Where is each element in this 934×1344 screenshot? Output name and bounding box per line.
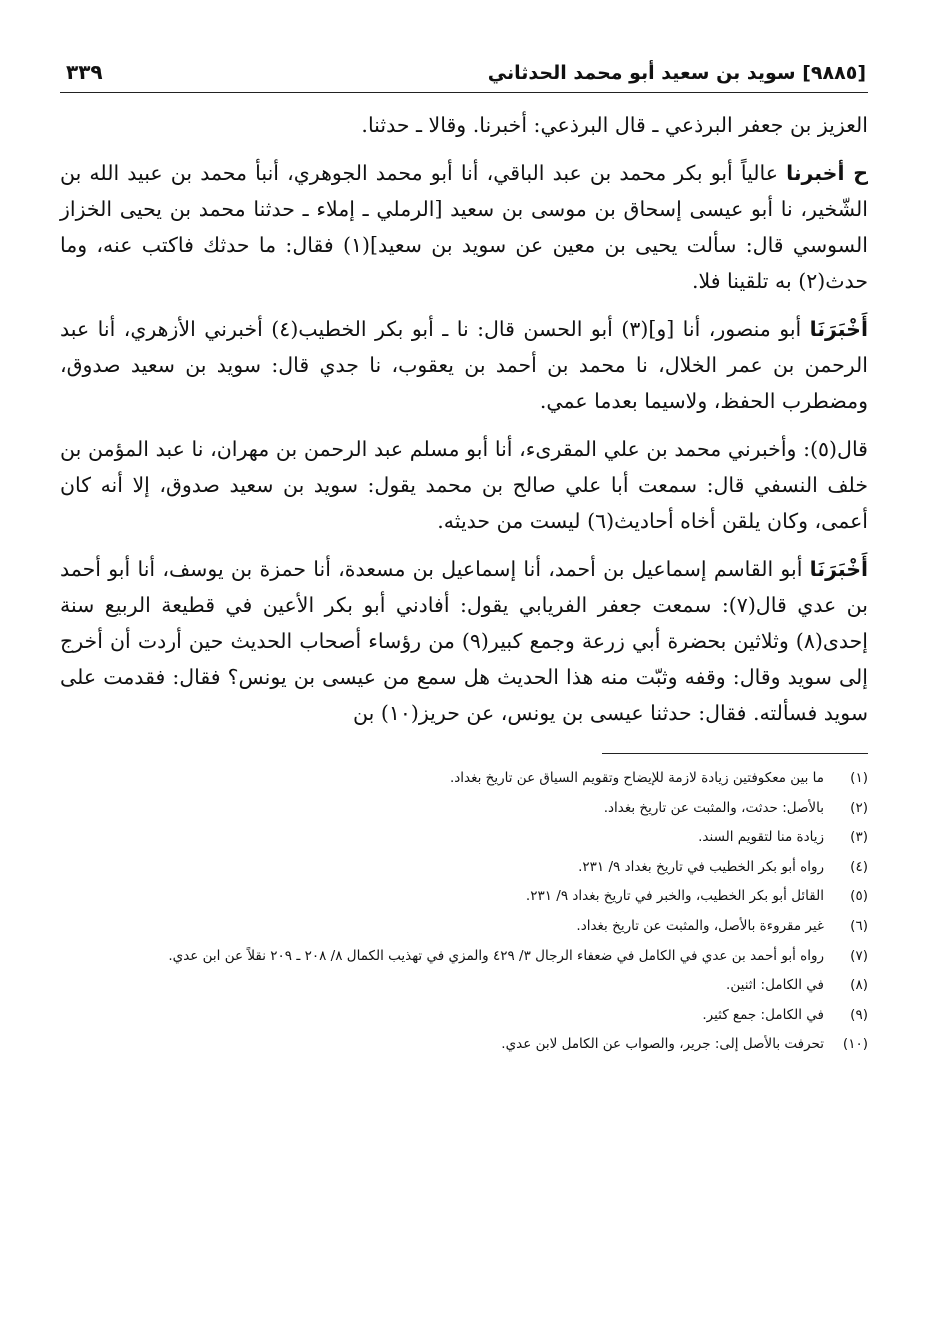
footnote: [60, 882, 868, 912]
paragraph: [60, 107, 868, 143]
footnote-number: (١): [850, 770, 868, 786]
footnote-text: ما بين معكوفتين زيادة لازمة للإيضاح وتقويم السياق عن تاريخ بغداد.: [449, 770, 824, 786]
footnote-text: تحرفت بالأصل إلى: جرير، والصواب عن الكامل لابن عدي.: [501, 1036, 824, 1053]
paragraph-text: عالياً أبو بكر محمد بن عبد الباقي، أنا أبو محمد الجوهري، أنبأ محمد بن عبيد الله بن الشّخير، نا أبو عيسى إسحاق بن موسى بن سعيد [الرملي ـ إملاء ـ حدثنا محمد بن يحيى الخزاز السوسي قال: سألت يحيى بن معين عن سويد بن سعيد](١) فقال: ما حدثك فاكتب عنه، وما حدث(٢) به تلقينا فلا.: [60, 161, 868, 293]
paragraph-lead: أَخْبَرَنَا: [809, 557, 868, 581]
footnote: [60, 764, 868, 794]
footnote-separator: [602, 753, 868, 754]
footnote-number: (٩): [850, 1006, 868, 1023]
running-title: [٩٨٨٥] سويد بن سعيد أبو محمد الحدثاني: [487, 62, 866, 84]
footnote: [60, 1030, 868, 1060]
main-text: [60, 107, 868, 731]
footnote-text: القائل أبو بكر الخطيب، والخبر في تاريخ بغداد ٩/ ٢٣١.: [525, 888, 824, 905]
footnote-text: رواه أبو بكر الخطيب في تاريخ بغداد ٩/ ٢٣١.: [578, 858, 824, 875]
footnote-number: (٨): [850, 977, 868, 994]
paragraph-lead: أَخْبَرَنَا: [809, 317, 868, 341]
footnote-number: (١٠): [842, 1036, 868, 1053]
footnote-number: (٧): [850, 947, 868, 964]
footnote: [60, 823, 868, 853]
book-page: [60, 58, 868, 1288]
footnote-number: (٣): [850, 829, 868, 846]
paragraph-text: أبو القاسم إسماعيل بن أحمد، أنا إسماعيل بن مسعدة، أنا حمزة بن يوسف، أنا أبو أحمد بن عدي قال(٧): سمعت جعفر الفريابي يقول: أفادني أبو بكر الأعين في قطيعة الربيع سنة إحدى(٨) وثلاثين بحضرة أبي زرعة وجمع كبير(٩) من رؤساء أصحاب الحديث حين أردت أن أخرج إلى سويد وقال: وقفه وثبّت منه هذا الحديث هل سمع من عيسى بن يونس؟ فقال: فقدمت على سويد فسألته. فقال: حدثنا عيسى بن يونس، عن حريز(١٠) بن: [60, 557, 868, 725]
footnote-text: زيادة منا لتقويم السند.: [698, 829, 824, 846]
footnote-number: (٤): [850, 858, 868, 875]
footnote: [60, 912, 868, 942]
paragraph: [60, 431, 868, 539]
footnote-number: (٥): [850, 888, 868, 905]
paragraph: [60, 155, 868, 299]
footnote-text: في الكامل: جمع كثير.: [702, 1006, 824, 1023]
paragraph-text: العزيز بن جعفر البرذعي ـ قال البرذعي: أخبرنا. وقالا ـ حدثنا.: [361, 113, 868, 137]
footnote-text: رواه أبو أحمد بن عدي في الكامل في ضعفاء الرجال ٣/ ٤٢٩ والمزي في تهذيب الكمال ٨/ ٢٠٨ ـ ٢٠٩ نقلاً عن ابن عدي.: [168, 947, 824, 964]
footnotes: [60, 764, 868, 1060]
footnote-text: بالأصل: حدثت، والمثبت عن تاريخ بغداد.: [603, 799, 824, 816]
footnote: [60, 942, 868, 972]
footnote: [60, 1001, 868, 1031]
footnote: [60, 971, 868, 1001]
footnote: [60, 853, 868, 883]
paragraph-text: أبو منصور، أنا [و](٣) أبو الحسن قال: نا ـ أبو بكر الخطيب(٤) أخبرني الأزهري، أنا عبد الرحمن بن عمر الخلال، نا محمد بن أحمد بن يعقوب، نا جدي قال: سويد بن سعيد صدوق، ومضطرب الحفظ، ولاسيما بعدما عمي.: [60, 317, 868, 413]
footnote-number: (٢): [850, 799, 868, 816]
page-header: [60, 58, 868, 93]
paragraph-lead: ح أخبرنا: [786, 161, 868, 185]
paragraph-text: قال(٥): وأخبرني محمد بن علي المقرىء، أنا أبو مسلم عبد الرحمن بن مهران، نا عبد المؤمن بن خلف النسفي قال: سمعت أبا علي صالح بن محمد يقول: سويد بن سعيد صدوق، إلا أنه كان أعمى، وكان يلقن أخاه أحاديث(٦) ليست من حديثه.: [60, 437, 868, 533]
paragraph: [60, 311, 868, 419]
page-number: ٣٣٩: [66, 60, 103, 84]
footnote: [60, 794, 868, 824]
footnote-text: في الكامل: اثنين.: [726, 977, 824, 994]
footnote-number: (٦): [850, 917, 868, 934]
paragraph: [60, 551, 868, 731]
footnote-text: غير مقروءة بالأصل، والمثبت عن تاريخ بغداد.: [576, 917, 824, 934]
